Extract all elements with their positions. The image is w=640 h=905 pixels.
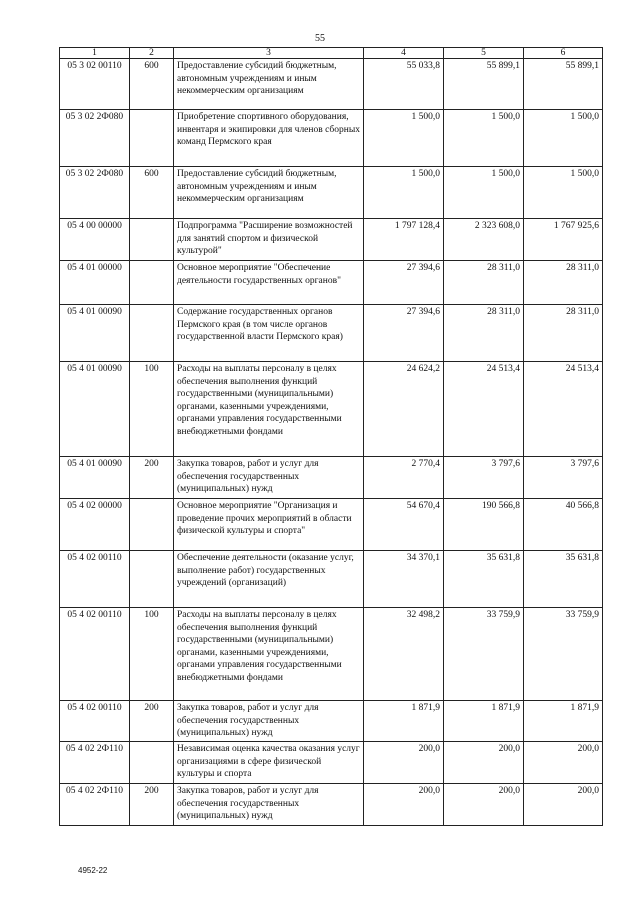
amount-col5: 200,0 (444, 742, 524, 784)
item-name: Закупка товаров, работ и услуг для обеспечения государственных (муниципальных) нужд (174, 701, 364, 742)
expense-type: 200 (130, 784, 174, 826)
item-name: Расходы на выплаты персоналу в целях обеспечения выполнения функций государственными (муниципальными) органами, казенными учреждениями, органами управления государственными внебюджетными фондами (174, 362, 364, 457)
target-code: 05 4 01 00090 (60, 362, 130, 457)
amount-col5: 200,0 (444, 784, 524, 826)
table-row (60, 219, 603, 261)
item-name: Содержание государственных органов Пермского края (в том числе органов государственной власти Пермского края) (174, 305, 364, 362)
item-name: Независимая оценка качества оказания услуг организациями в сфере физической культуры и спорта (174, 742, 364, 784)
amount-col5: 2 323 608,0 (444, 219, 524, 261)
amount-col6: 200,0 (524, 742, 603, 784)
item-name: Основное мероприятие "Организация и проведение прочих мероприятий в области физической культуры и спорта" (174, 499, 364, 551)
budget-table (59, 47, 603, 826)
amount-col5: 1 500,0 (444, 110, 524, 167)
table-header-row (60, 48, 603, 59)
table-row (60, 305, 603, 362)
amount-col4: 2 770,4 (364, 457, 444, 499)
item-name: Расходы на выплаты персоналу в целях обеспечения выполнения функций государственными (муниципальными) органами, казенными учреждениями, органами управления государственными внебюджетными фондами (174, 608, 364, 701)
amount-col5: 28 311,0 (444, 305, 524, 362)
column-header: 4 (364, 48, 444, 59)
item-name: Предоставление субсидий бюджетным, автономным учреждениям и иным некоммерческим организациям (174, 59, 364, 110)
table-row (60, 110, 603, 167)
item-name: Предоставление субсидий бюджетным, автономным учреждениям и иным некоммерческим организациям (174, 167, 364, 219)
amount-col5: 24 513,4 (444, 362, 524, 457)
expense-type (130, 219, 174, 261)
target-code: 05 4 02 2Ф110 (60, 784, 130, 826)
expense-type: 100 (130, 362, 174, 457)
expense-type (130, 499, 174, 551)
expense-type (130, 551, 174, 608)
table-row (60, 551, 603, 608)
expense-type: 600 (130, 167, 174, 219)
table-row (60, 261, 603, 305)
target-code: 05 4 01 00090 (60, 305, 130, 362)
table-row (60, 701, 603, 742)
amount-col5: 190 566,8 (444, 499, 524, 551)
amount-col4: 200,0 (364, 742, 444, 784)
amount-col4: 54 670,4 (364, 499, 444, 551)
table-row (60, 742, 603, 784)
amount-col4: 200,0 (364, 784, 444, 826)
amount-col6: 1 767 925,6 (524, 219, 603, 261)
amount-col5: 1 500,0 (444, 167, 524, 219)
amount-col5: 28 311,0 (444, 261, 524, 305)
column-header: 5 (444, 48, 524, 59)
amount-col4: 1 500,0 (364, 110, 444, 167)
amount-col5: 35 631,8 (444, 551, 524, 608)
table-row (60, 362, 603, 457)
target-code: 05 3 02 2Ф080 (60, 110, 130, 167)
table-row (60, 499, 603, 551)
page-number: 55 (315, 33, 325, 44)
column-header: 6 (524, 48, 603, 59)
table-row (60, 59, 603, 110)
target-code: 05 3 02 00110 (60, 59, 130, 110)
target-code: 05 3 02 2Ф080 (60, 167, 130, 219)
amount-col6: 33 759,9 (524, 608, 603, 701)
document-footer-code: 4952-22 (78, 866, 108, 875)
amount-col6: 3 797,6 (524, 457, 603, 499)
item-name: Приобретение спортивного оборудования, инвентаря и экипировки для членов сборных команд Пермского края (174, 110, 364, 167)
expense-type (130, 110, 174, 167)
table-row (60, 608, 603, 701)
amount-col6: 55 899,1 (524, 59, 603, 110)
table-row (60, 784, 603, 826)
amount-col6: 35 631,8 (524, 551, 603, 608)
expense-type (130, 261, 174, 305)
amount-col5: 1 871,9 (444, 701, 524, 742)
amount-col4: 32 498,2 (364, 608, 444, 701)
expense-type (130, 742, 174, 784)
expense-type: 600 (130, 59, 174, 110)
target-code: 05 4 02 2Ф110 (60, 742, 130, 784)
amount-col5: 3 797,6 (444, 457, 524, 499)
amount-col6: 1 500,0 (524, 167, 603, 219)
amount-col4: 1 500,0 (364, 167, 444, 219)
column-header: 3 (174, 48, 364, 59)
expense-type: 100 (130, 608, 174, 701)
amount-col6: 28 311,0 (524, 261, 603, 305)
amount-col6: 1 500,0 (524, 110, 603, 167)
expense-type: 200 (130, 457, 174, 499)
column-header: 2 (130, 48, 174, 59)
amount-col4: 1 797 128,4 (364, 219, 444, 261)
amount-col5: 55 899,1 (444, 59, 524, 110)
amount-col6: 40 566,8 (524, 499, 603, 551)
item-name: Закупка товаров, работ и услуг для обеспечения государственных (муниципальных) нужд (174, 457, 364, 499)
target-code: 05 4 02 00000 (60, 499, 130, 551)
amount-col6: 24 513,4 (524, 362, 603, 457)
amount-col6: 28 311,0 (524, 305, 603, 362)
amount-col4: 55 033,8 (364, 59, 444, 110)
column-header: 1 (60, 48, 130, 59)
item-name: Основное мероприятие "Обеспечение деятельности государственных органов" (174, 261, 364, 305)
amount-col5: 33 759,9 (444, 608, 524, 701)
target-code: 05 4 02 00110 (60, 608, 130, 701)
amount-col4: 24 624,2 (364, 362, 444, 457)
target-code: 05 4 01 00000 (60, 261, 130, 305)
amount-col4: 27 394,6 (364, 305, 444, 362)
table-row (60, 457, 603, 499)
amount-col4: 1 871,9 (364, 701, 444, 742)
table-row (60, 167, 603, 219)
item-name: Подпрограмма "Расширение возможностей для занятий спортом и физической культурой" (174, 219, 364, 261)
item-name: Закупка товаров, работ и услуг для обеспечения государственных (муниципальных) нужд (174, 784, 364, 826)
item-name: Обеспечение деятельности (оказание услуг, выполнение работ) государственных учреждений (организаций) (174, 551, 364, 608)
target-code: 05 4 01 00090 (60, 457, 130, 499)
amount-col4: 34 370,1 (364, 551, 444, 608)
amount-col4: 27 394,6 (364, 261, 444, 305)
target-code: 05 4 02 00110 (60, 551, 130, 608)
amount-col6: 1 871,9 (524, 701, 603, 742)
expense-type (130, 305, 174, 362)
target-code: 05 4 02 00110 (60, 701, 130, 742)
amount-col6: 200,0 (524, 784, 603, 826)
expense-type: 200 (130, 701, 174, 742)
target-code: 05 4 00 00000 (60, 219, 130, 261)
